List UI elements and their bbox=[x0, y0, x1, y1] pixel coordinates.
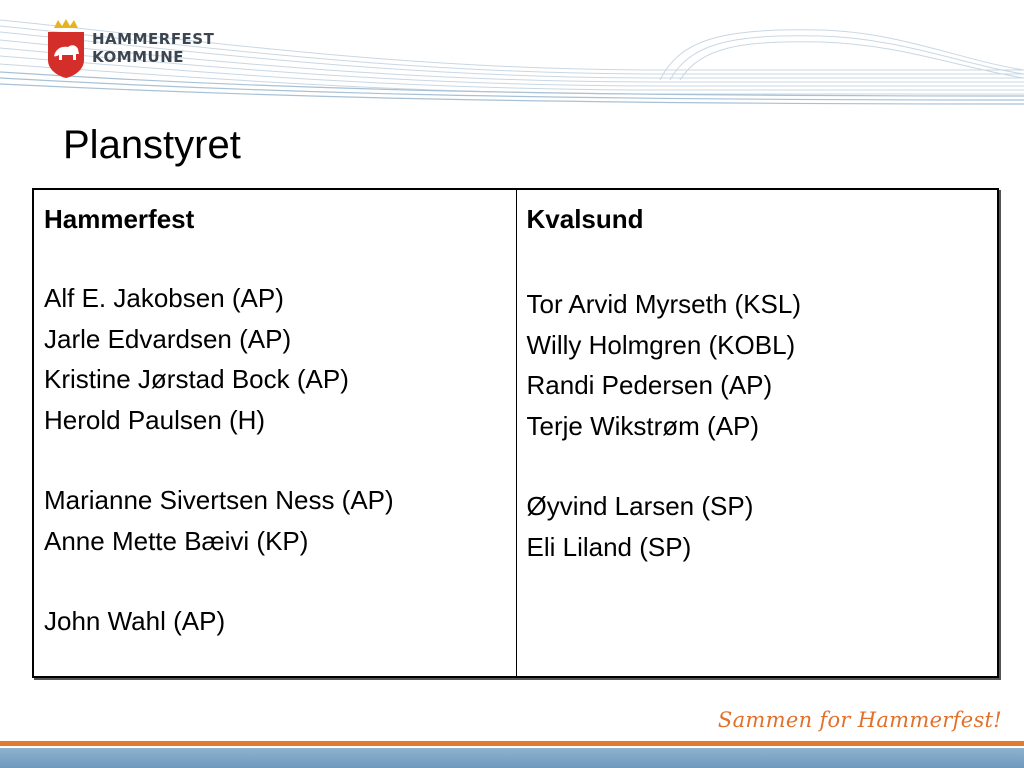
group-spacer bbox=[527, 446, 988, 486]
member-name: Tor Arvid Myrseth (KSL) bbox=[526, 289, 802, 319]
member-name: Randi Pedersen (AP) bbox=[526, 370, 773, 400]
column-kvalsund bbox=[516, 190, 998, 676]
member-name: Jarle Edvardsen (AP) bbox=[44, 323, 292, 354]
member-name: Eli Liland (SP) bbox=[526, 531, 692, 562]
logo-wordmark bbox=[92, 30, 214, 66]
member-name: Anne Mette Bæivi (KP) bbox=[44, 525, 309, 556]
member-name: Marianne Sivertsen Ness (AP) bbox=[44, 485, 394, 515]
members-table bbox=[32, 188, 999, 678]
column-heading: Kvalsund bbox=[526, 204, 644, 234]
slogan-tagline: Sammen for Hammerfest! bbox=[717, 708, 1002, 732]
column-heading: Hammerfest bbox=[44, 204, 195, 234]
member-name: Alf E. Jakobsen (AP) bbox=[44, 283, 284, 313]
page-title: Planstyret bbox=[63, 123, 241, 167]
hammerfest-logo bbox=[46, 18, 214, 78]
logo-line-2: KOMMUNE bbox=[92, 48, 185, 66]
member-name: Herold Paulsen (H) bbox=[44, 404, 266, 435]
group-spacer bbox=[44, 440, 506, 480]
polar-bear-shield-icon bbox=[46, 18, 86, 78]
member-name: Willy Holmgren (KOBL) bbox=[526, 329, 796, 360]
member-name: Øyvind Larsen (SP) bbox=[526, 491, 754, 521]
group-spacer bbox=[44, 561, 506, 601]
column-hammerfest bbox=[34, 190, 516, 676]
footer-orange-stripe bbox=[0, 741, 1024, 746]
member-name: Kristine Jørstad Bock (AP) bbox=[44, 364, 349, 394]
logo-line-1: HAMMERFEST bbox=[92, 30, 215, 48]
member-name: Terje Wikstrøm (AP) bbox=[526, 410, 760, 441]
member-name: John Wahl (AP) bbox=[44, 606, 226, 636]
footer-blue-bar bbox=[0, 748, 1024, 768]
